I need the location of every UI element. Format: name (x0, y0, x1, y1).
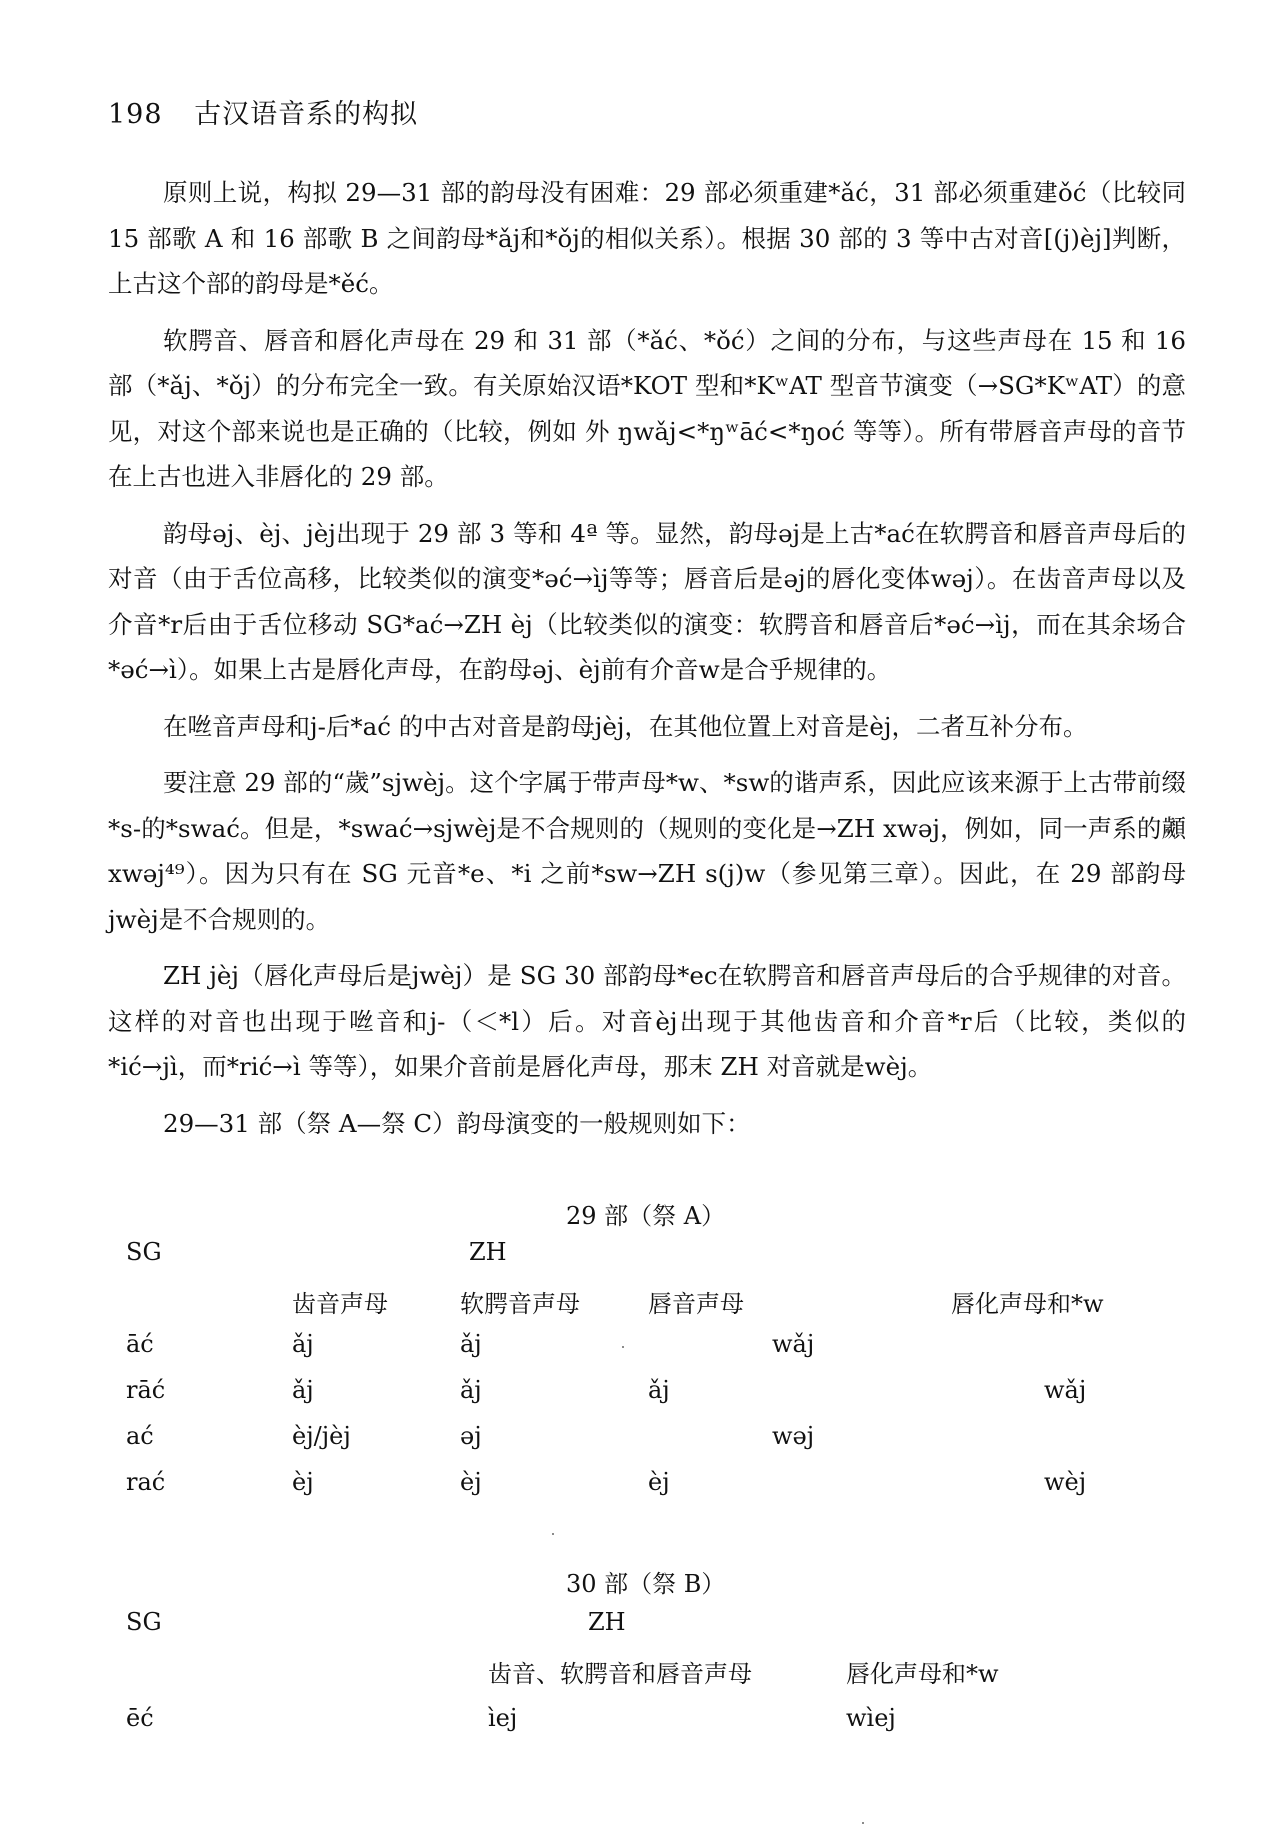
column-header: 齿音、软腭音和唇音声母 (488, 1660, 752, 1688)
paragraph: ZH jèj（唇化声母后是jwèj）是 SG 30 部韵母*ec在软腭音和唇音声母后的合乎规律的对音。这样的对音也出现于咝音和j-（＜*l）后。对音èj出现于其他齿音和介音*r后（比较，类似的*ić→jì，而*rić→ì 等等），如果介音前是唇化声母，那末 ZH 对音就是wèj。 (108, 961, 1186, 1081)
table-cell-sg: rać (126, 1468, 166, 1496)
table-title: 29 部（祭 A） (566, 1202, 726, 1230)
column-header: 唇化声母和*w (846, 1660, 999, 1688)
paragraph: 29—31 部（祭 A—祭 C）韵母演变的一般规则如下： (163, 1108, 751, 1138)
body-text (108, 170, 1186, 1157)
table-cell: èj (460, 1468, 482, 1496)
speck (552, 1533, 554, 1535)
sg-header: SG (126, 1238, 162, 1266)
table-cell: èj (292, 1468, 314, 1496)
speck (622, 1346, 624, 1348)
table-cell: wəj (772, 1422, 815, 1450)
zh-header: ZH (469, 1238, 507, 1266)
column-header-labialized: 唇化声母和*w (951, 1290, 1104, 1318)
table-cell: əj (460, 1422, 482, 1450)
paragraph: 要注意 29 部的“歲”sjwèj。这个字属于带声母*w、*sw的谐声系，因此应该来源于上古带前缀*s-的*swać。但是，*swać→sjwèj是不合规则的（规则的变化是→ZH xwəj，例如，同一声系的顪xwəj⁴⁹）。因为只有在 SG 元音*e、*i 之前*sw→ZH s(j)w（参见第三章）。因此，在 29 部韵母jwèj是不合规则的。 (108, 768, 1186, 934)
table-cell-sg: āć (126, 1330, 154, 1358)
table-cell: ǎj (292, 1330, 314, 1358)
table-cell: ǎj (648, 1376, 670, 1404)
table-cell-sg: ać (126, 1422, 154, 1450)
table-cell-sg: rāć (126, 1376, 166, 1404)
running-header (108, 92, 418, 131)
column-header-velar: 软腭音声母 (460, 1290, 580, 1318)
column-header-dental: 齿音声母 (292, 1290, 388, 1318)
table-cell: ǎj (460, 1330, 482, 1358)
table-cell: ìej (488, 1704, 518, 1732)
table-cell: wǎj (1044, 1376, 1087, 1404)
speck (862, 1822, 864, 1824)
column-header-labial: 唇音声母 (648, 1290, 744, 1318)
table-cell: ǎj (460, 1376, 482, 1404)
table-cell: èj (648, 1468, 670, 1496)
table-cell: wèj (1044, 1468, 1087, 1496)
table-cell: ǎj (292, 1376, 314, 1404)
table-cell: wìej (846, 1704, 896, 1732)
table-title: 30 部（祭 B） (566, 1570, 726, 1598)
paragraph: 韵母əj、èj、jèj出现于 29 部 3 等和 4ª 等。显然，韵母əj是上古*ać在软腭音和唇音声母后的对音（由于舌位高移，比较类似的演变*əć→ìj等等；唇音后是əj的唇化变体wəj）。在齿音声母以及介音*r后由于舌位移动 SG*ać→ZH èj（比较类似的演变：软腭音和唇音后*əć→ìj，而在其余场合*əć→ì）。如果上古是唇化声母，在韵母əj、èj前有介音w是合乎规律的。 (108, 518, 1186, 684)
paragraph: 在咝音声母和j-后*ać 的中古对音是韵母jèj，在其他位置上对音是èj，二者互补分布。 (163, 711, 1088, 741)
table-cell: èj/jèj (292, 1422, 351, 1450)
table-cell-sg: ēć (126, 1704, 154, 1732)
zh-header: ZH (588, 1608, 626, 1636)
table-cell: wǎj (772, 1330, 815, 1358)
paragraph: 软腭音、唇音和唇化声母在 29 和 31 部（*ǎć、*ǒć）之间的分布，与这些声母在 15 和 16 部（*ǎj、*ǒj）的分布完全一致。有关原始汉语*KOT 型和*KʷAT 型音节演变（→SG*KʷAT）的意见，对这个部来说也是正确的（比较，例如 外 ŋwǎj<*ŋʷāć<*ŋoć 等等）。所有带唇音声母的音节在上古也进入非唇化的 29 部。 (108, 325, 1186, 491)
sg-header: SG (126, 1608, 162, 1636)
book-title: 古汉语音系的构拟 (194, 99, 419, 130)
paragraph: 原则上说，构拟 29—31 部的韵母没有困难：29 部必须重建*ǎć，31 部必须重建ǒć（比较同 15 部歌 A 和 16 部歌 B 之间韵母*ǎj和*ǒj的相似关系）。根据 30 部的 3 等中古对音[(j)èj]判断，上古这个部的韵母是*ěć。 (108, 178, 1186, 298)
page-number: 198 (108, 99, 163, 130)
